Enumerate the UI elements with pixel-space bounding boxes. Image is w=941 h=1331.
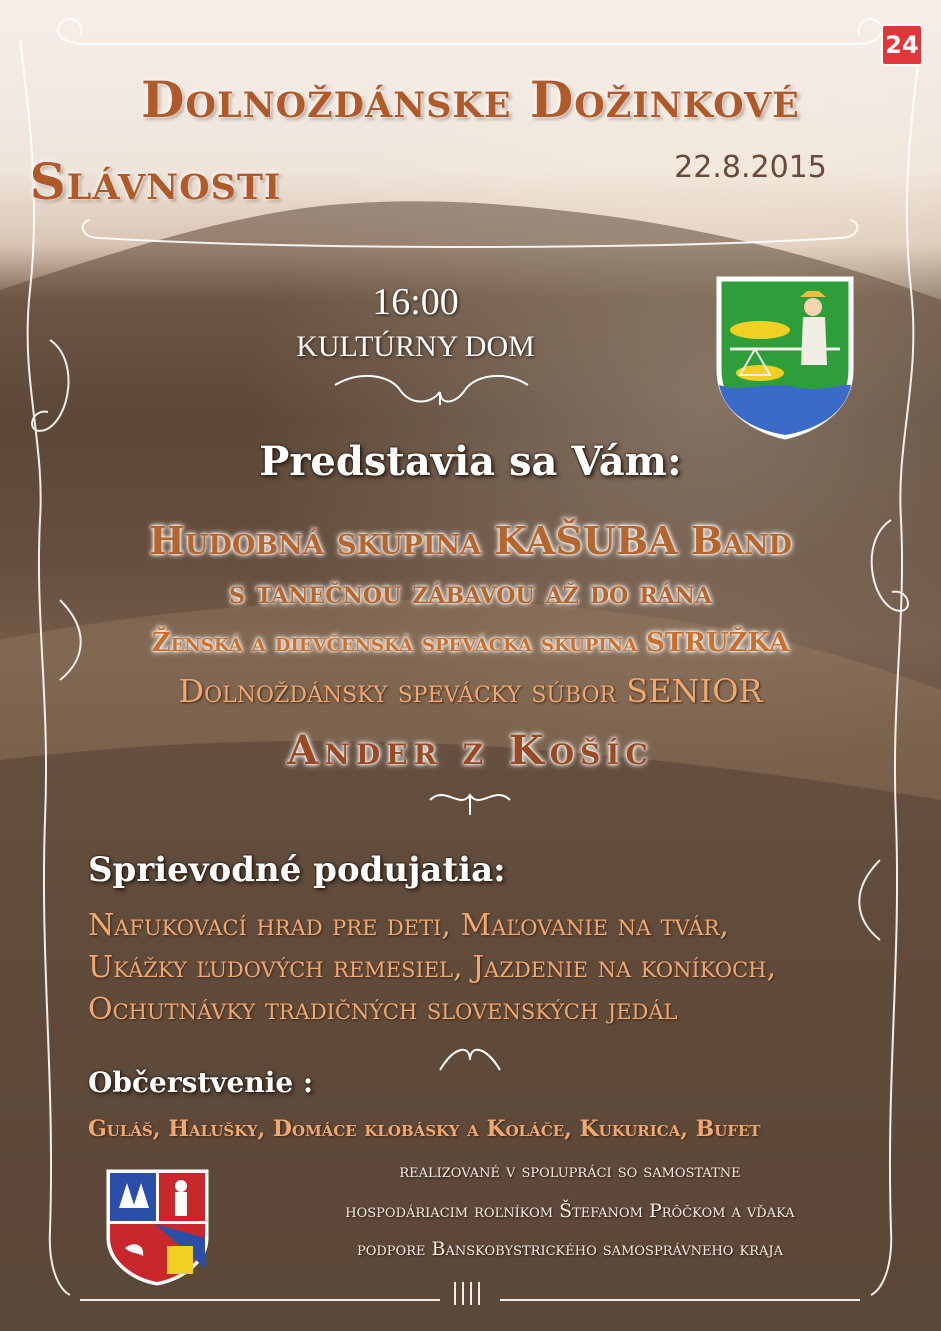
region-coat-of-arms [105,1168,210,1286]
credits-line-1: realizované v spolupráci so samostatne [399,1160,741,1182]
performer-struzka: Ženská a dievčenská spevácka skupina STRUŽKA [151,628,790,658]
event-date: 22.8.2015 [674,150,827,185]
municipality-coat-of-arms [715,275,855,440]
side-events-heading: Sprievodné podujatia: [88,850,506,890]
performer-ander: Ander z Košíc [287,727,654,774]
site-logo-badge: 24 [881,24,923,66]
event-time: 16:00 [372,281,459,323]
refreshments-heading: Občerstvenie : [88,1066,314,1099]
performer-kasuba-note: s tanečnou zábavou až do rána [229,573,712,611]
side-event-line-1: Nafukovací hrad pre deti, Maľovanie na tvár, [88,908,729,943]
side-event-line-3: Ochutnávky tradičných slovenských jedál [88,992,678,1027]
title-line-2: Slávnosti [29,152,282,211]
intro-heading: Predstavia sa Vám: [259,438,682,485]
performer-senior: Dolnoždánsky spevácky súbor SENIOR [178,672,763,710]
venue: KULTÚRNY DOM [296,330,535,363]
performer-kasuba: Hudobná skupina KAŠUBA Band [149,518,792,563]
credits-line-3: podpore Banskobystrického samosprávneho kraja [356,1238,783,1260]
refreshments-list: Guláš, Halušky, Domáce klobásky a Koláče, Kukurica, Bufet [88,1116,761,1142]
credits-line-2: hospodáriacim roľníkom Štefanom Prôčkom a vďaka [345,1200,795,1222]
title-line-1: Dolnoždánske Dožinkové [141,70,800,129]
side-event-line-2: Ukážky ľudových remesiel, Jazdenie na koníkoch, [88,950,776,985]
